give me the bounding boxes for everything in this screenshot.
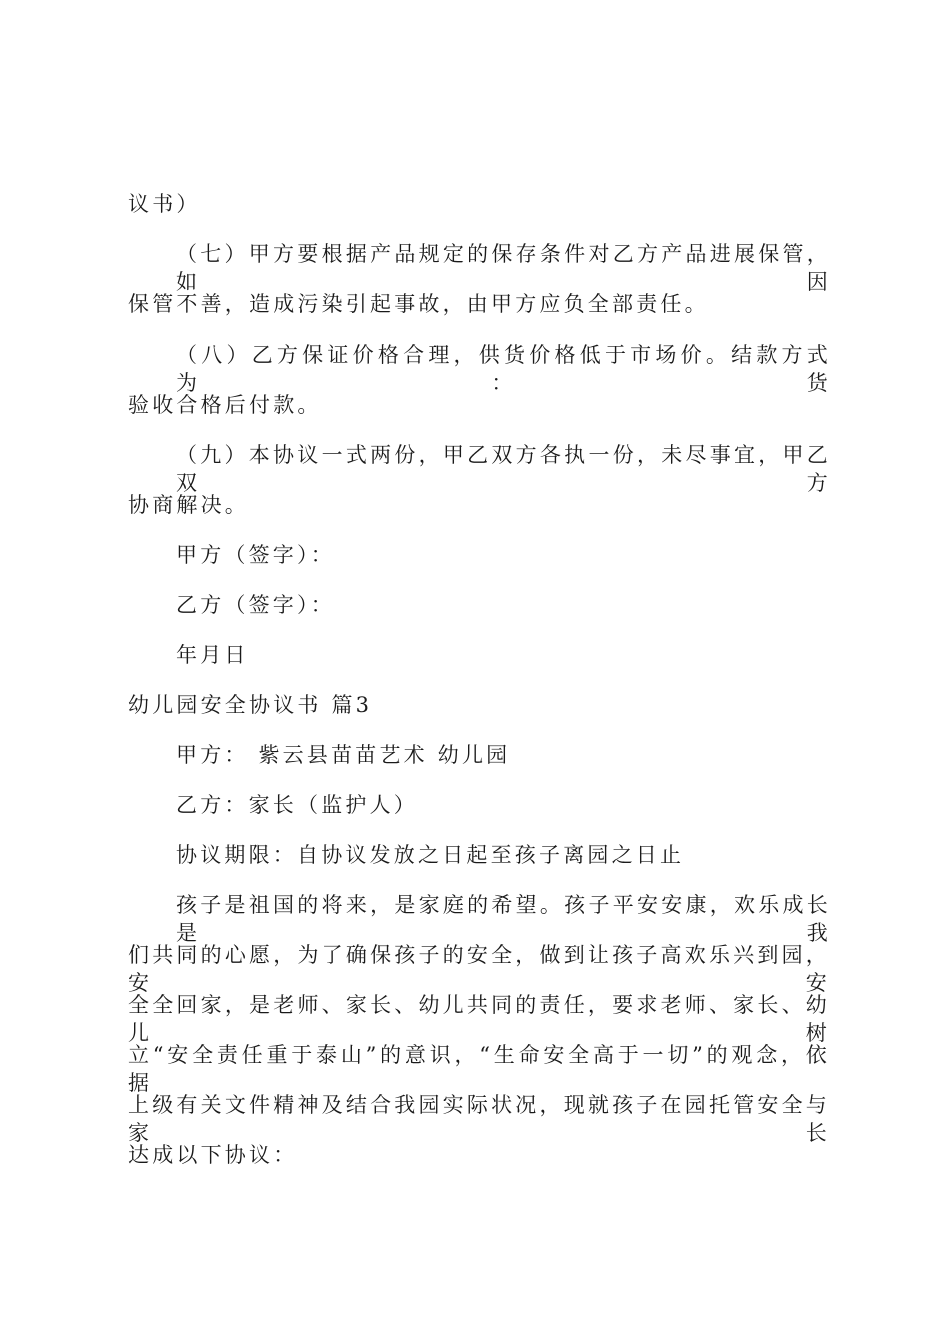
paragraph-line: 们共同的心愿，为了确保孩子的安全，做到让孩子高欢乐兴到园，安安 xyxy=(128,943,830,995)
signature-line-party-a: 甲方（签字）： xyxy=(176,543,335,567)
section-heading: 幼儿园安全协议书 篇3 xyxy=(128,693,373,717)
paragraph-line: （七）甲方要根据产品规定的保存条件对乙方产品进展保管，如因 xyxy=(176,242,831,294)
signature-line-party-b: 乙方（签字）： xyxy=(176,593,335,617)
paragraph-line: （八）乙方保证价格合理，供货价格低于市场价。结款方式为：货 xyxy=(176,343,831,395)
paragraph-line: 立“安全责任重于泰山”的意识，“生命安全高于一切”的观念，依据 xyxy=(128,1043,830,1095)
text-line: 议书） xyxy=(128,192,201,216)
paragraph-line: （九）本协议一式两份，甲乙双方各执一份，未尽事宜，甲乙双方 xyxy=(176,443,831,495)
date-line: 年月日 xyxy=(176,643,249,667)
term-line: 协议期限：自协议发放之日起至孩子离园之日止 xyxy=(176,843,685,867)
party-b-line: 乙方：家长（监护人） xyxy=(176,793,418,817)
paragraph-line: 上级有关文件精神及结合我园实际状况，现就孩子在园托管安全与家长 xyxy=(128,1093,830,1145)
paragraph-line: 孩子是祖国的将来，是家庭的希望。孩子平安安康，欢乐成长是我 xyxy=(176,893,831,945)
text-line: 达成以下协议： xyxy=(128,1143,298,1167)
text-line: 协商解决。 xyxy=(128,493,249,517)
party-a-line: 甲方： 紫云县苗苗艺术 幼儿园 xyxy=(176,743,511,767)
paragraph-line: 全全回家，是老师、家长、幼儿共同的责任，要求老师、家长、幼儿树 xyxy=(128,993,830,1045)
text-line: 验收合格后付款。 xyxy=(128,393,322,417)
text-line: 保管不善，造成污染引起事故，由甲方应负全部责任。 xyxy=(128,292,709,316)
